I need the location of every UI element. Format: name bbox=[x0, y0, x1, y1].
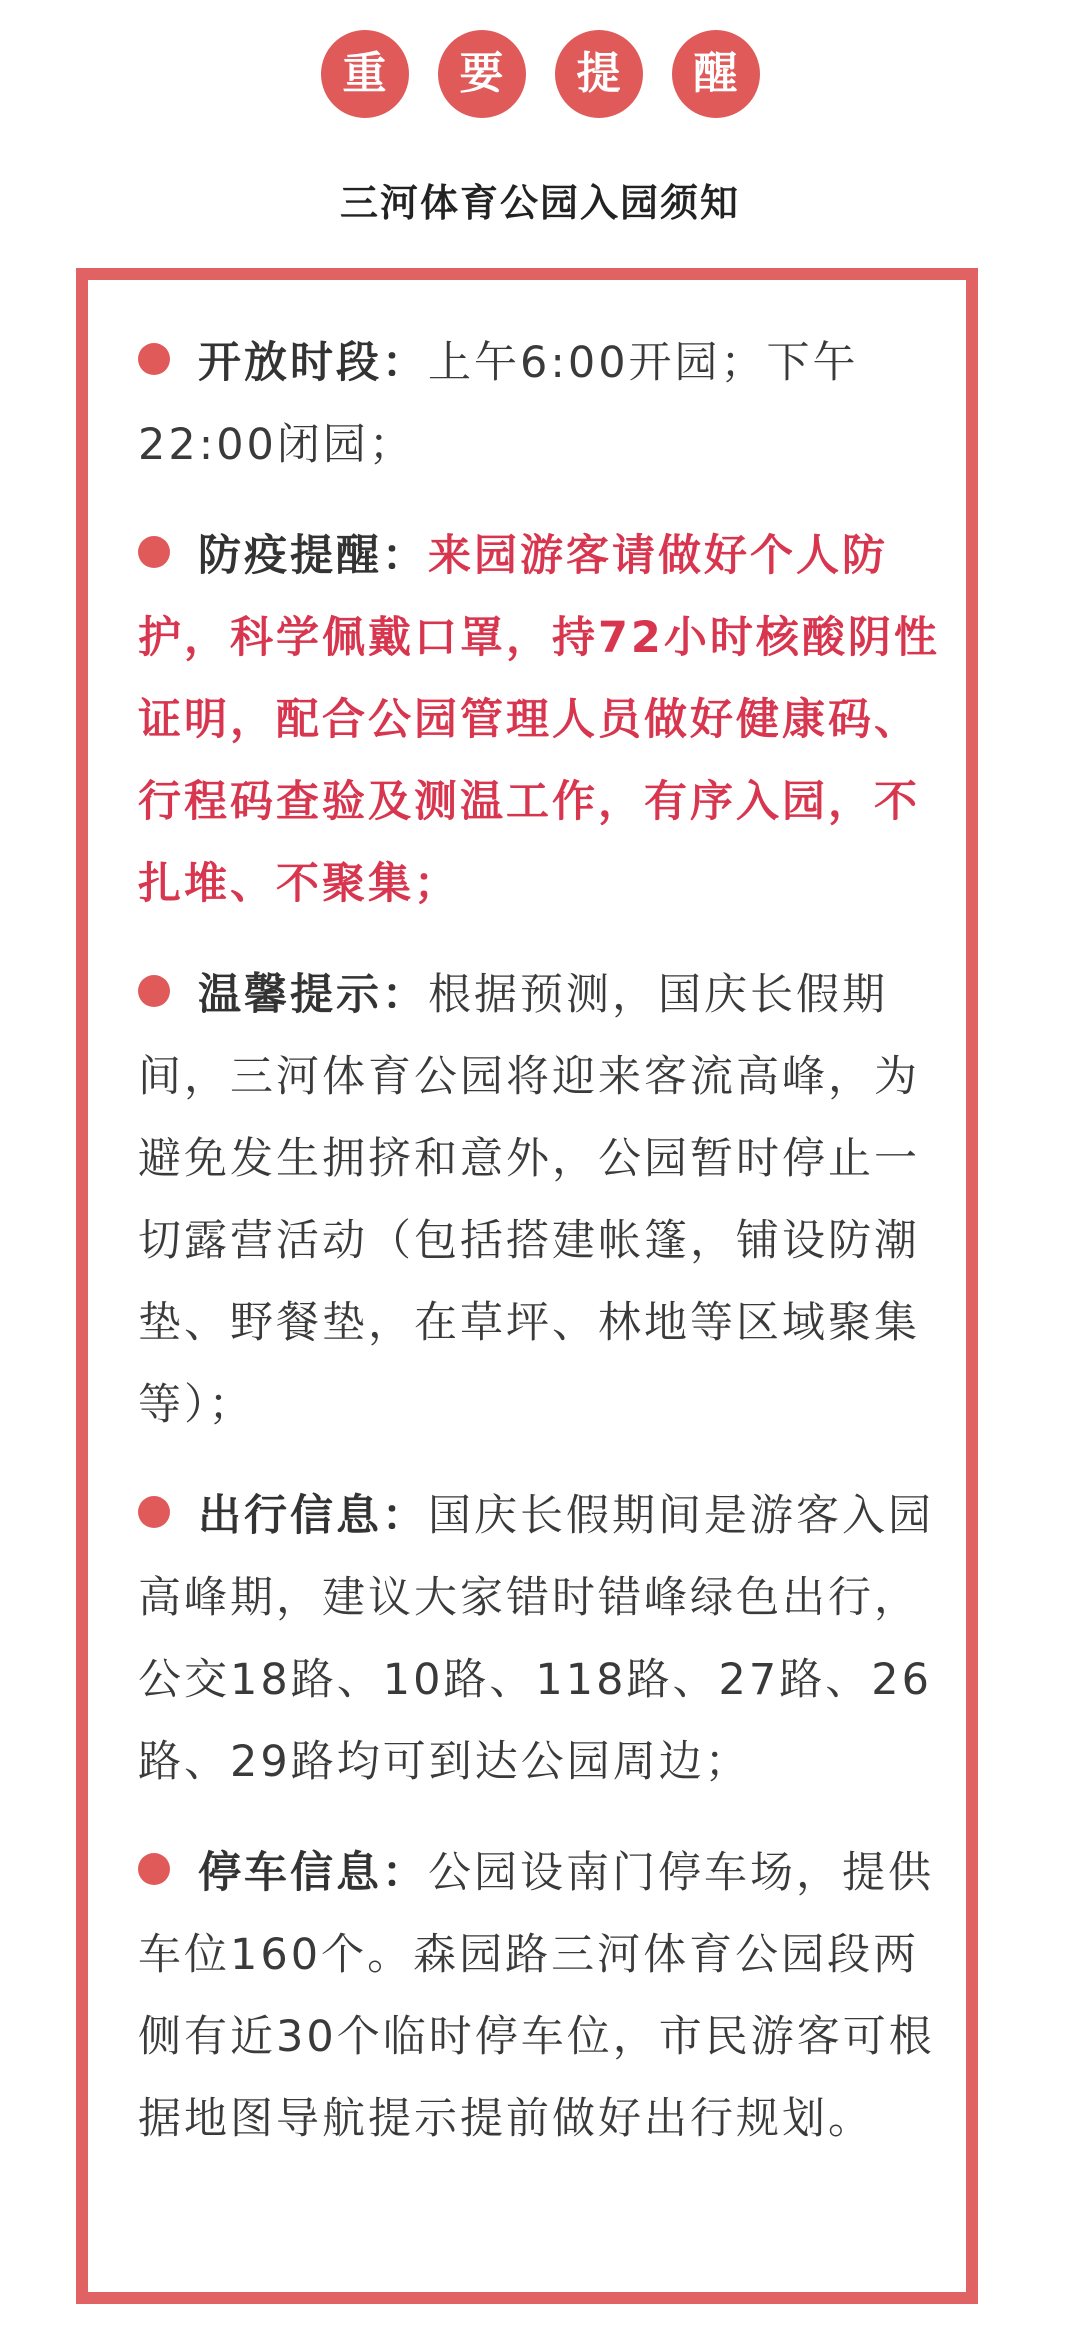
item-label: 开放时段： bbox=[198, 338, 428, 388]
header-circles bbox=[0, 30, 1080, 118]
item-text: 公园设南门停车场，提供车位160个。森园路三河体育公园段两侧有近30个临时停车位，市民游客可根据地图导航提示提前做好出行规划。 bbox=[138, 1848, 935, 2144]
item-text: 上午6:00开园；下午22:00闭园； bbox=[138, 338, 859, 470]
item-label: 温馨提示： bbox=[198, 970, 428, 1020]
notice-item-tips bbox=[138, 954, 948, 1446]
item-text: 国庆长假期间是游客入园高峰期，建议大家错时错峰绿色出行，公交18路、10路、118路、27路、26路、29路均可到达公园周边； bbox=[138, 1491, 934, 1787]
bullet-dot-icon bbox=[138, 975, 170, 1007]
item-text-highlighted: 来园游客请做好个人防护，科学佩戴口罩，持72小时核酸阴性证明，配合公园管理人员做好健康码、行程码查验及测温工作，有序入园，不扎堆、不聚集； bbox=[138, 531, 940, 909]
item-text: 根据预测，国庆长假期间，三河体育公园将迎来客流高峰，为避免发生拥挤和意外，公园暂时停止一切露营活动（包括搭建帐篷，铺设防潮垫、野餐垫，在草坪、林地等区域聚集等）； bbox=[138, 970, 920, 1430]
item-label: 防疫提醒： bbox=[198, 531, 428, 581]
bullet-dot-icon bbox=[138, 1853, 170, 1885]
bullet-dot-icon bbox=[138, 536, 170, 568]
bullet-dot-icon bbox=[138, 343, 170, 375]
item-label: 停车信息： bbox=[198, 1848, 428, 1898]
notice-content bbox=[138, 322, 948, 2189]
page-title: 三河体育公园入园须知 bbox=[339, 181, 740, 225]
notice-item-epidemic bbox=[138, 515, 948, 925]
header-circle-2: 要 bbox=[438, 30, 526, 118]
notice-item-travel bbox=[138, 1475, 948, 1803]
item-label: 出行信息： bbox=[198, 1491, 428, 1541]
header-circle-3: 提 bbox=[555, 30, 643, 118]
header-circle-1: 重 bbox=[321, 30, 409, 118]
notice-item-parking bbox=[138, 1832, 948, 2160]
notice-item-hours bbox=[138, 322, 948, 486]
header-circle-4: 醒 bbox=[672, 30, 760, 118]
bullet-dot-icon bbox=[138, 1496, 170, 1528]
